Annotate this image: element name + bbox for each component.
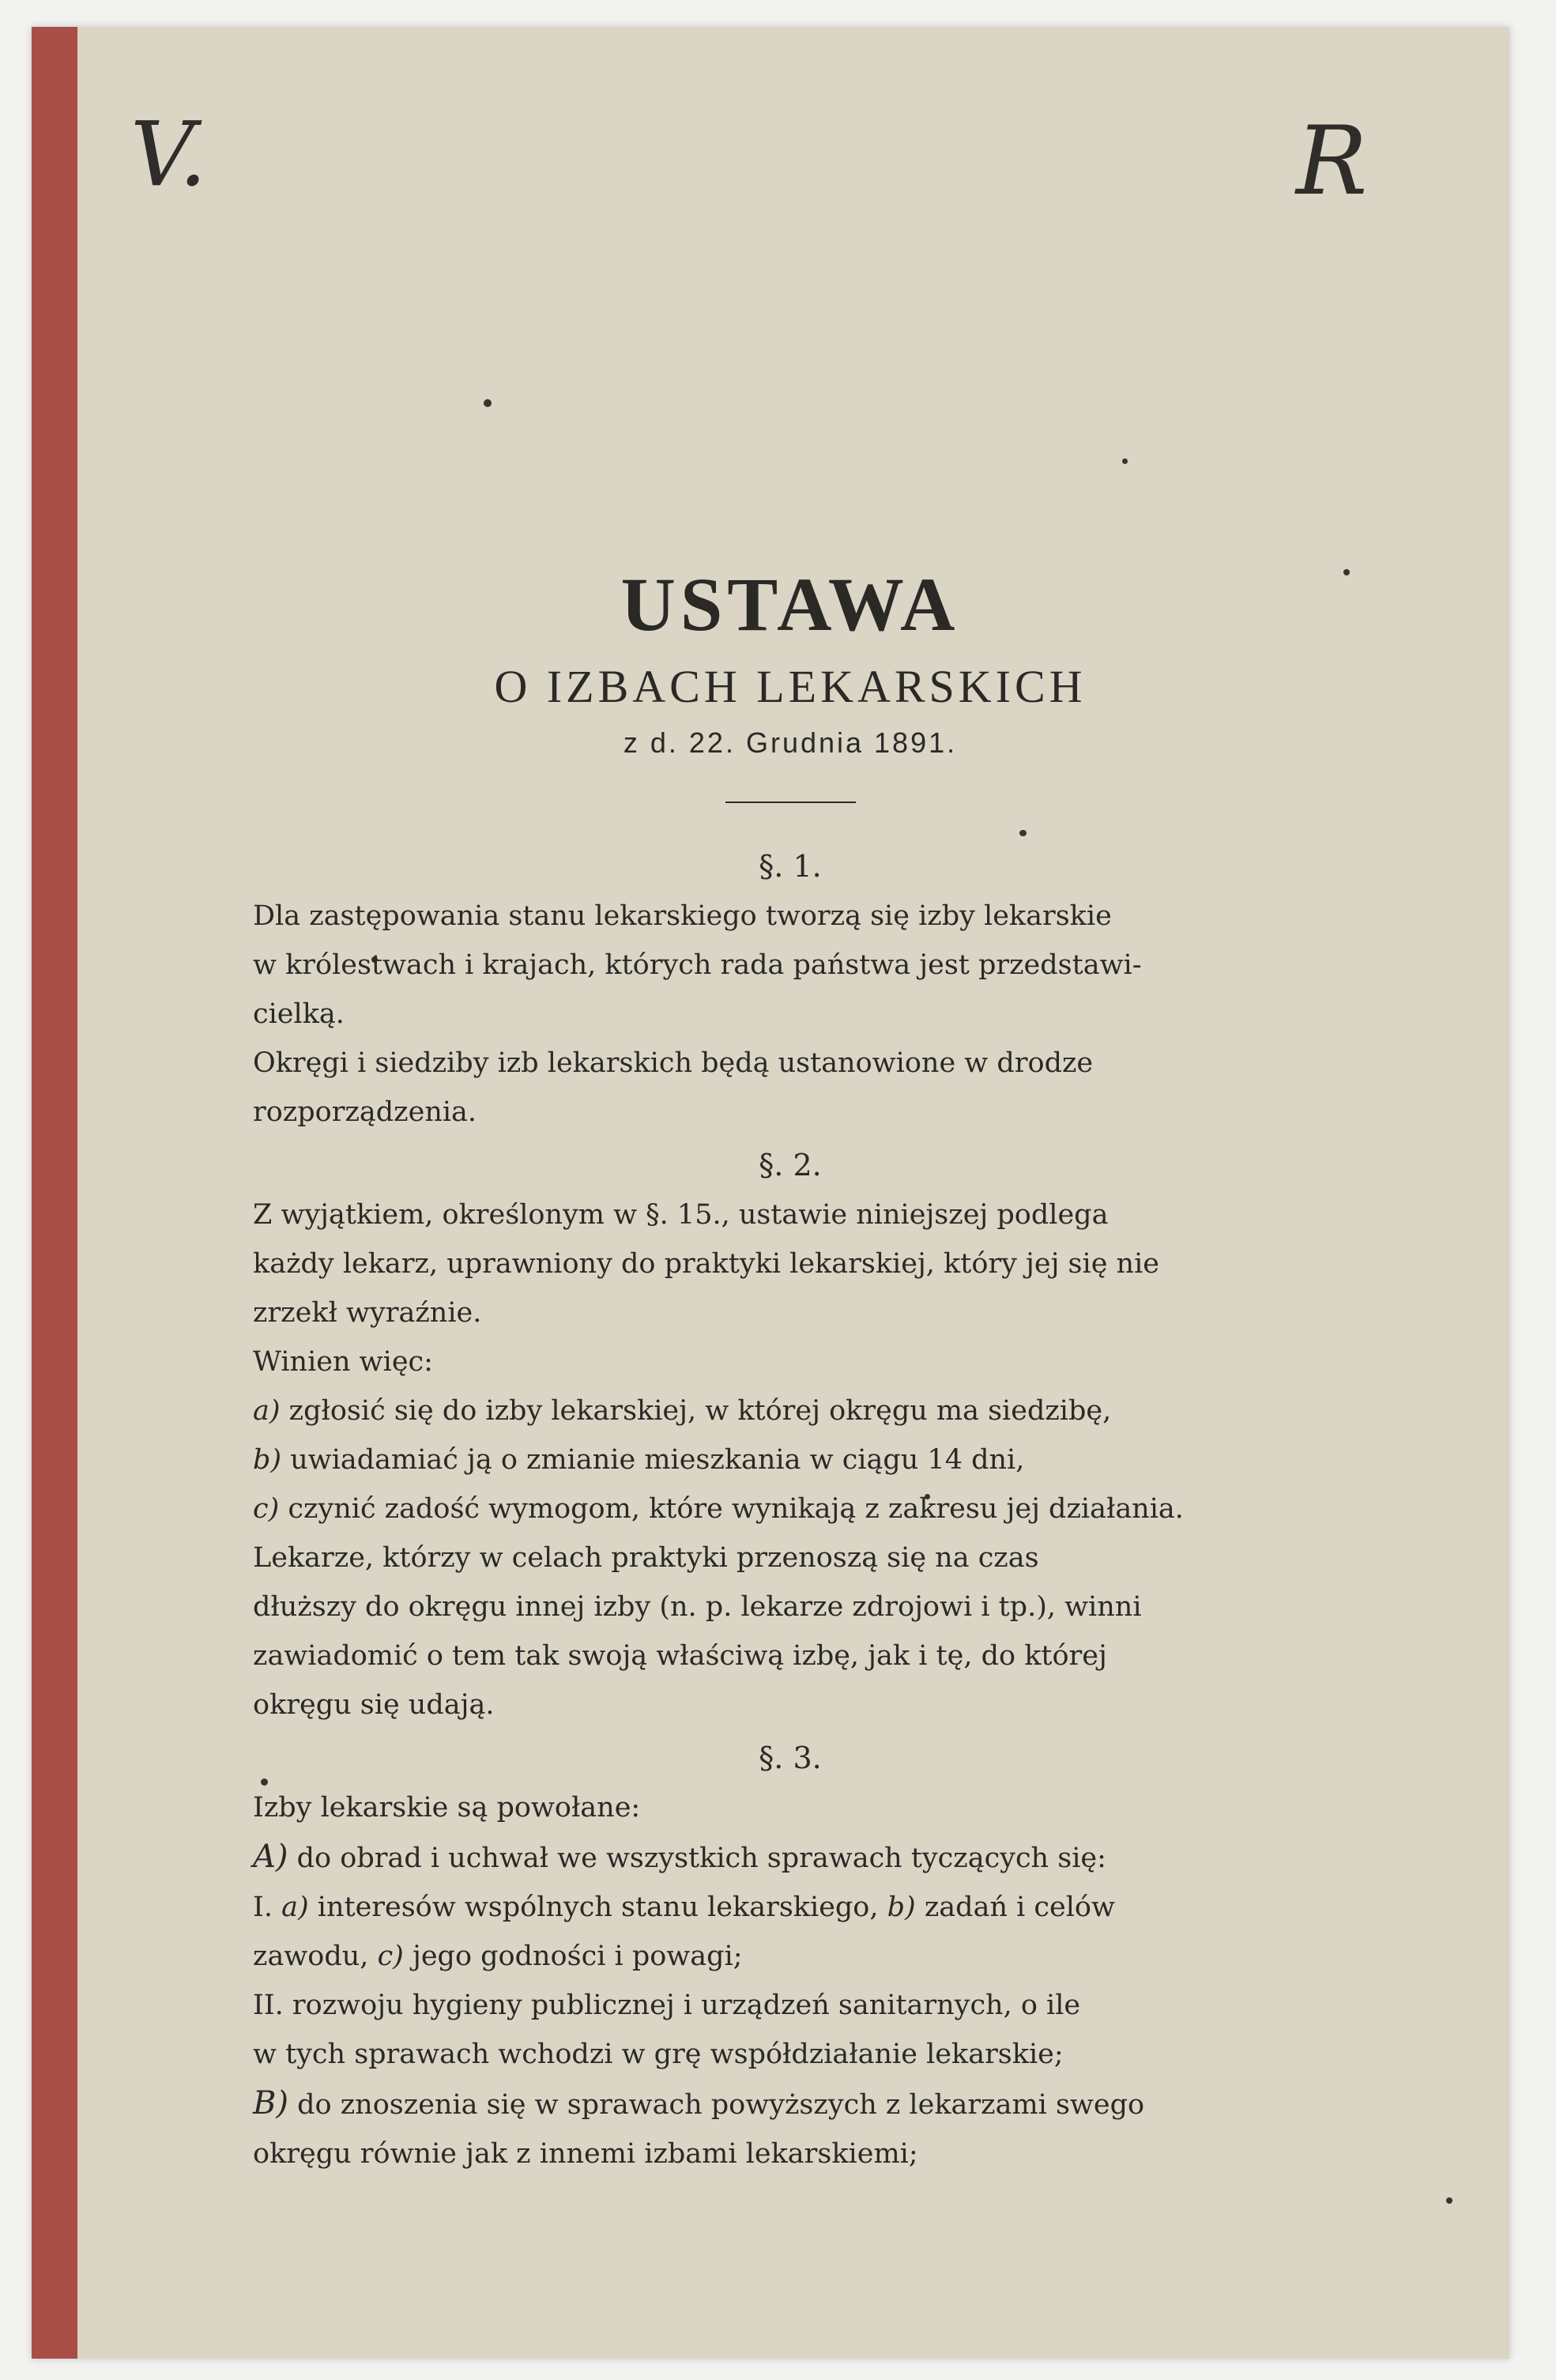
s2-p3-line-2: dłuższy do okręgu innej izby (n. p. lekarze zdrojowi i tp.), winni <box>253 1591 1142 1623</box>
document-date: z d. 22. Grudnia 1891. <box>623 726 958 759</box>
s1-p1-line-3: cielką. <box>253 998 345 1030</box>
s2-p1-line-3: zrzekł wyraźnie. <box>253 1297 482 1329</box>
foxing-speck <box>1122 458 1128 464</box>
s3-item-I-line-1: I. a) interesów wspólnych stanu lekarskiego, b) zadań i celów <box>253 1892 1115 1923</box>
s3-intro: Izby lekarskie są powołane: <box>253 1792 641 1824</box>
s3-item-II-line-2: w tych sprawach wchodzi w grę współdziałanie lekarskie; <box>253 2039 1064 2070</box>
s2-p3-line-1: Lekarze, którzy w celach praktyki przenoszą się na czas <box>253 1542 1039 1574</box>
foxing-speck <box>1446 2197 1452 2204</box>
section-1-heading: §. 1. <box>759 849 822 884</box>
s1-p1-line-1: Dla zastępowania stanu lekarskiego tworzą się izby lekarskie <box>253 900 1112 932</box>
title-divider <box>725 802 856 803</box>
list-item: a) zgłosić się do izby lekarskiej, w której okręgu ma siedzibę, <box>253 1395 1112 1427</box>
s3-item-I-line-2: zawodu, c) jego godności i powagi; <box>253 1941 743 1972</box>
list-item: b) uwiadamiać ją o zmianie mieszkania w ciągu 14 dni, <box>253 1444 1025 1476</box>
s3-item-B-line-1: B) do znoszenia się w sprawach powyższych z lekarzami swego <box>253 2085 1145 2122</box>
document-subtitle: O IZBACH LEKARSKICH <box>494 661 1087 712</box>
handwritten-mark-left: V. <box>130 104 207 206</box>
s2-p2: Winien więc: <box>253 1346 433 1378</box>
s1-p2-line-1: Okręgi i siedziby izb lekarskich będą ustanowione w drodze <box>253 1047 1094 1079</box>
section-2-heading: §. 2. <box>759 1148 822 1182</box>
foxing-speck <box>1343 569 1350 575</box>
section-3-heading: §. 3. <box>759 1741 822 1775</box>
s3-item-B-line-2: okręgu równie jak z innemi izbami lekarskiemi; <box>253 2138 918 2170</box>
s3-item-A: A) do obrad i uchwał we wszystkich sprawach tyczących się: <box>253 1839 1106 1875</box>
foxing-speck <box>484 399 492 407</box>
s1-p2-line-2: rozporządzenia. <box>253 1096 477 1128</box>
document-body <box>253 553 1328 2178</box>
s2-p3-line-3: zawiadomić o tem tak swoją właściwą izbę, jak i tę, do której <box>253 1640 1107 1672</box>
s2-p1-line-2: każdy lekarz, uprawniony do praktyki lekarskiej, który jej się nie <box>253 1248 1160 1280</box>
s2-p1-line-1: Z wyjątkiem, określonym w §. 15., ustawie niniejszej podlega <box>253 1199 1109 1231</box>
s1-p1-line-2: w królestwach i krajach, których rada państwa jest przedstawi- <box>253 949 1142 981</box>
document-title: USTAWA <box>620 562 960 647</box>
s2-p3-line-4: okręgu się udają. <box>253 1689 495 1721</box>
handwritten-mark-right: R <box>1296 107 1368 217</box>
list-item: c) czynić zadość wymogom, które wynikają z zakresu jej działania. <box>253 1493 1184 1525</box>
s3-item-II-line-1: II. rozwoju hygieny publicznej i urządzeń sanitarnych, o ile <box>253 1990 1081 2021</box>
red-binding-strip <box>32 27 77 2359</box>
